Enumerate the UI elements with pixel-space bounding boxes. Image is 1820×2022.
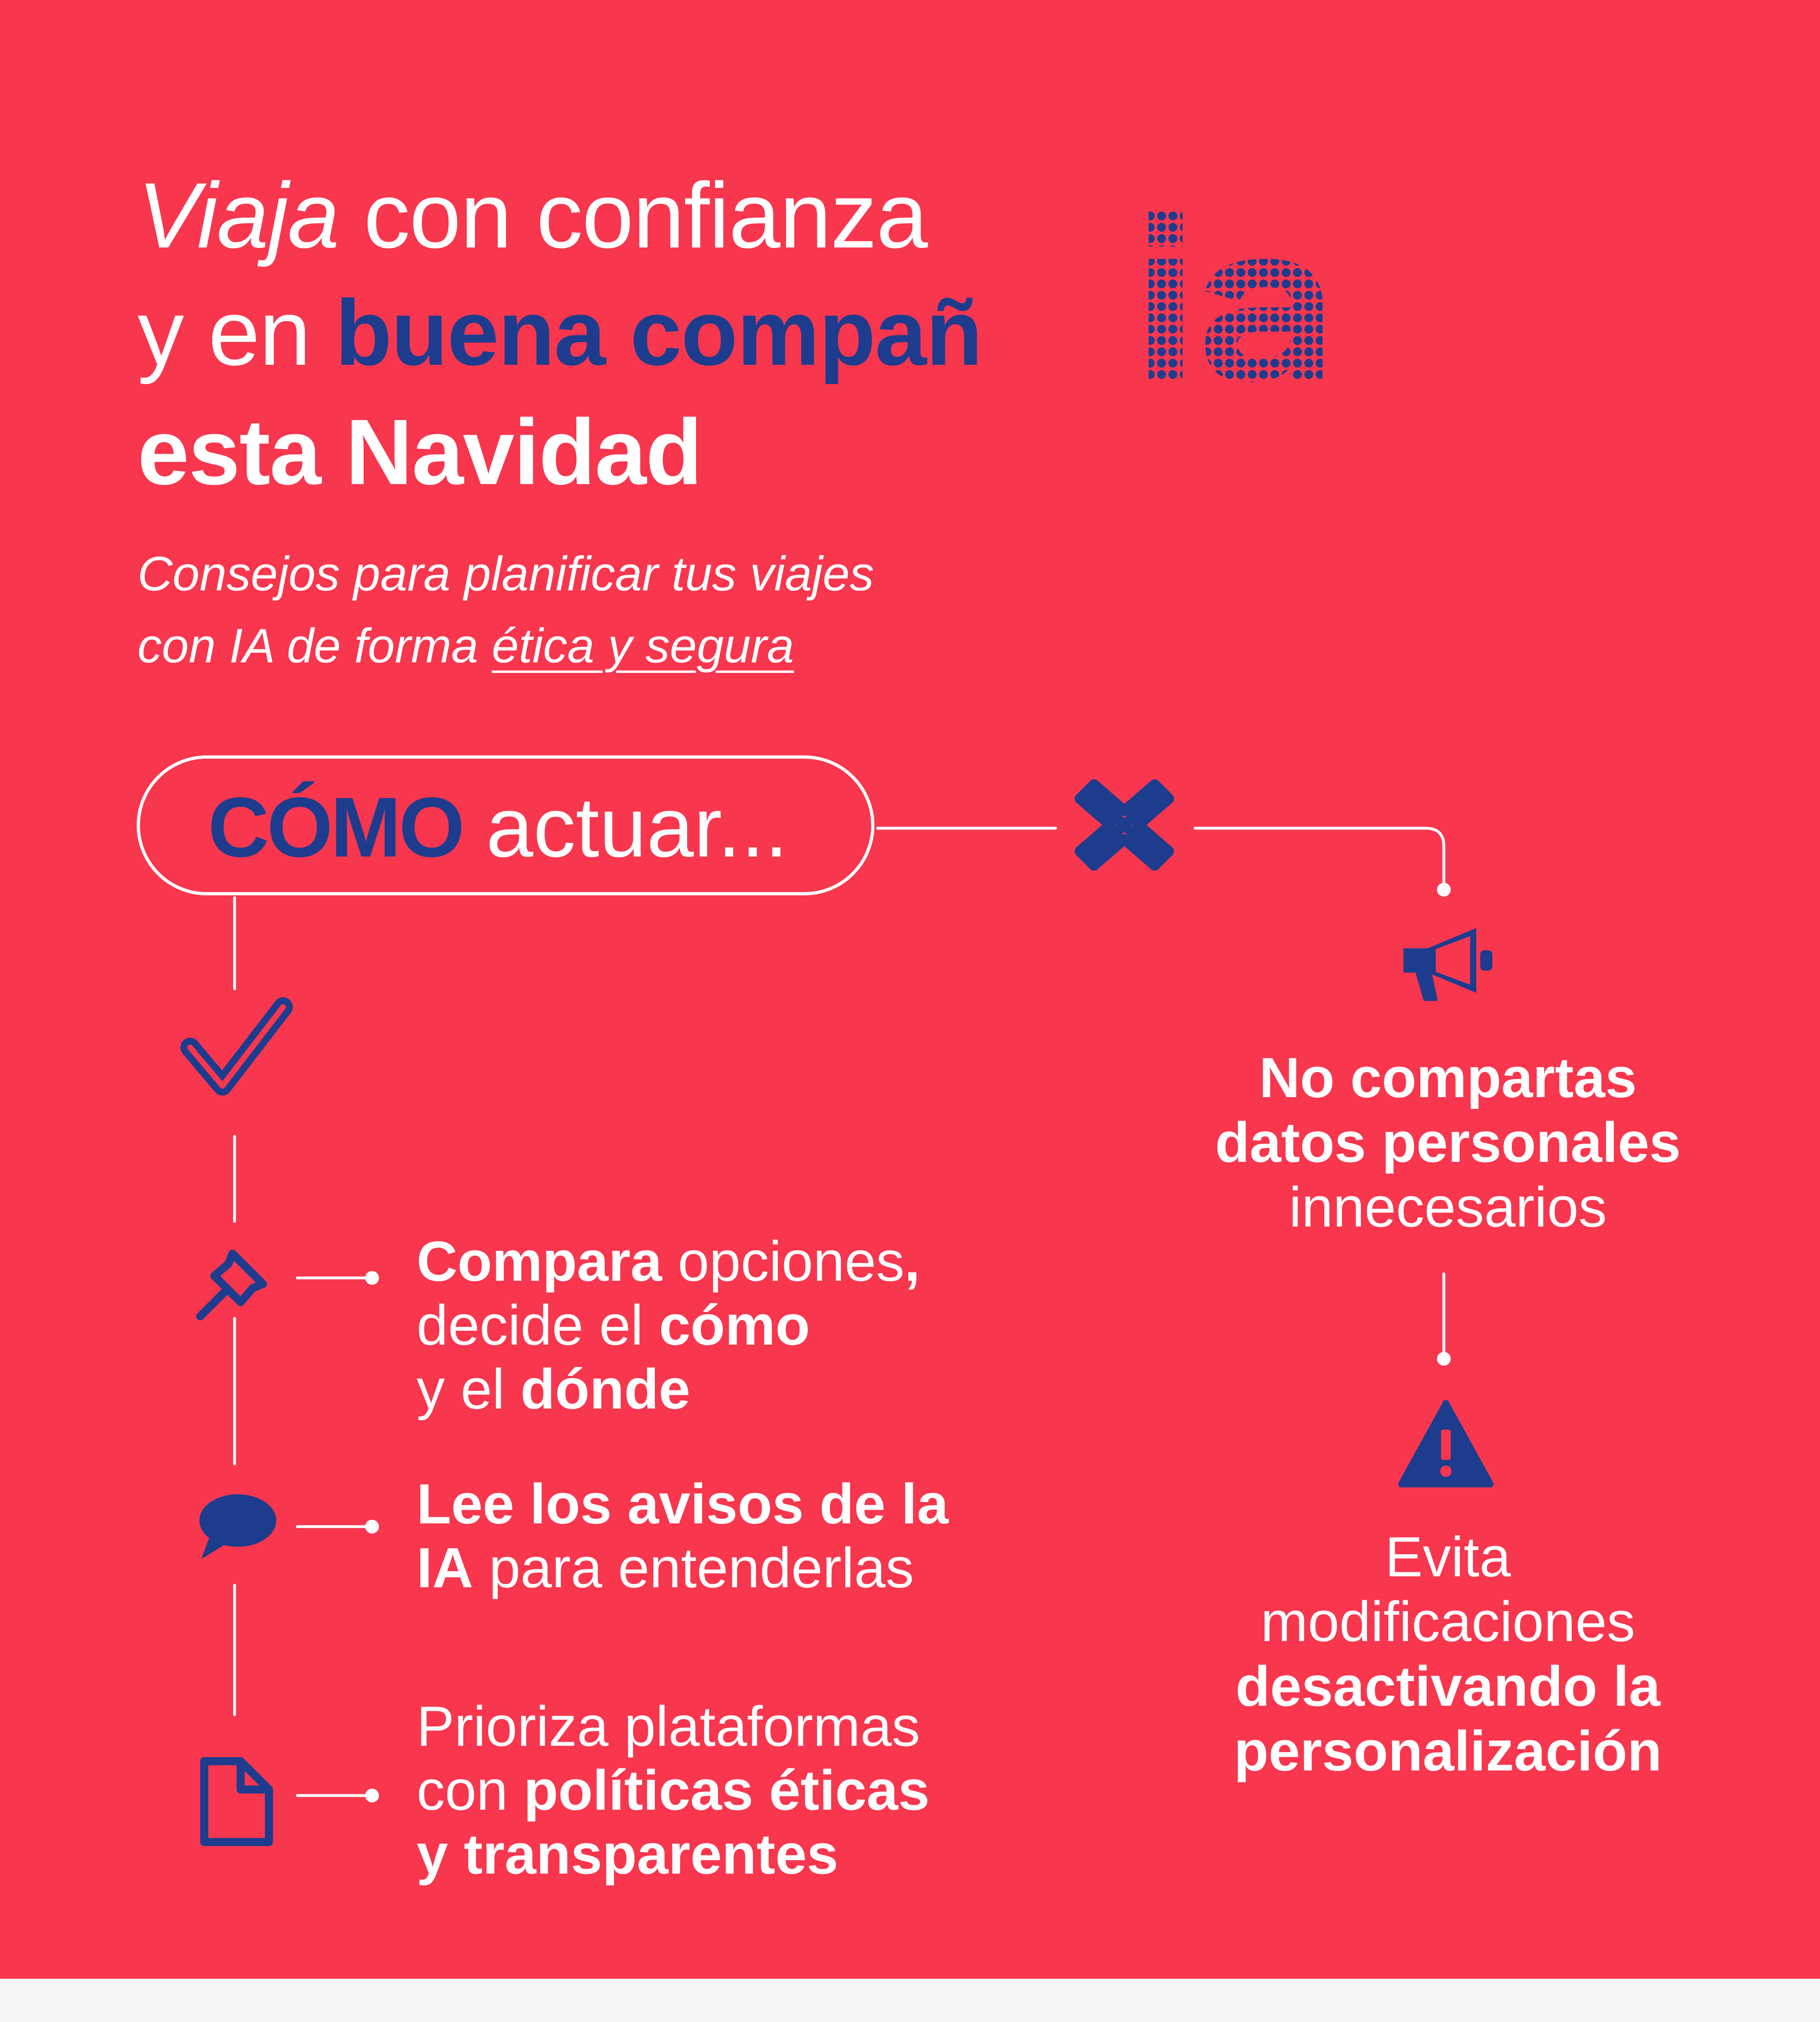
tip-line	[417, 1758, 929, 1822]
tip-part: Prioriza plataformas	[417, 1694, 920, 1758]
tip-part: dónde	[520, 1357, 690, 1421]
tip-part: con	[417, 1758, 524, 1822]
tip-line	[417, 1472, 948, 1536]
tip-line	[417, 1293, 920, 1357]
tip-no-personal-data	[1084, 1045, 1812, 1239]
tip-line	[417, 1357, 920, 1421]
tip-prioritize-platforms	[417, 1694, 929, 1886]
title-highlight: buena compañ	[335, 281, 982, 385]
cross-icon	[1072, 776, 1177, 874]
tip-part: decide el	[417, 1293, 659, 1357]
title-line-2	[138, 275, 982, 390]
como-actuar-pill	[137, 755, 874, 895]
title-italic-word: Viaja	[138, 163, 339, 267]
title-line-1-rest: con confianza	[339, 163, 927, 267]
tip-line: datos personales	[1215, 1110, 1681, 1174]
pushpin-icon	[194, 1242, 275, 1322]
tip-compare-options	[417, 1229, 920, 1421]
tip-line	[417, 1229, 920, 1293]
subtitle-line-2	[138, 610, 874, 682]
warning-triangle-icon	[1397, 1399, 1494, 1488]
tip-part: Lee los avisos de la	[417, 1472, 949, 1536]
title-line-1	[138, 158, 927, 273]
tip-read-notices	[417, 1472, 948, 1600]
footer	[0, 1979, 1820, 2022]
subtitle-underlined: ética y segura	[491, 619, 794, 673]
tip-part: ,	[904, 1229, 921, 1293]
title-line-3: esta Navidad	[138, 400, 702, 504]
tip-line: personalización	[1234, 1719, 1662, 1783]
tip-line: modificaciones	[1261, 1590, 1635, 1653]
tip-part: y el	[417, 1357, 521, 1421]
tip-line	[417, 1822, 929, 1886]
subtitle	[138, 538, 874, 682]
document-icon	[196, 1755, 277, 1848]
dotted-ia-logo	[1145, 210, 1347, 388]
pill-bold: CÓMO	[208, 780, 463, 875]
tip-part: para entenderlas	[473, 1536, 914, 1599]
tip-line	[417, 1536, 948, 1600]
pill-text	[208, 779, 788, 876]
title-line-2-pre: y en	[138, 281, 335, 385]
subtitle-line-2-pre: con IA de forma	[138, 619, 492, 673]
subtitle-line-1: Consejos para planificar tus viajes	[138, 547, 874, 601]
tip-line: No compartas	[1259, 1046, 1637, 1109]
megaphone-icon	[1399, 924, 1496, 1005]
tip-part: IA	[417, 1536, 473, 1599]
tip-part: políticas éticas	[523, 1758, 930, 1822]
tip-line: desactivando la	[1235, 1654, 1661, 1718]
tip-line	[417, 1694, 929, 1758]
tip-part: opciones	[662, 1229, 905, 1293]
pill-rest: actuar...	[462, 780, 788, 875]
tip-avoid-modifications	[1084, 1525, 1812, 1783]
tip-line: Evita	[1385, 1525, 1511, 1588]
tip-part: cómo	[659, 1293, 810, 1357]
tip-line: innecesarios	[1289, 1175, 1607, 1239]
tip-part: Compara	[417, 1229, 662, 1293]
tip-part: y transparentes	[417, 1822, 838, 1886]
speech-bubble-icon	[193, 1492, 278, 1561]
checkmark-icon	[178, 995, 295, 1104]
